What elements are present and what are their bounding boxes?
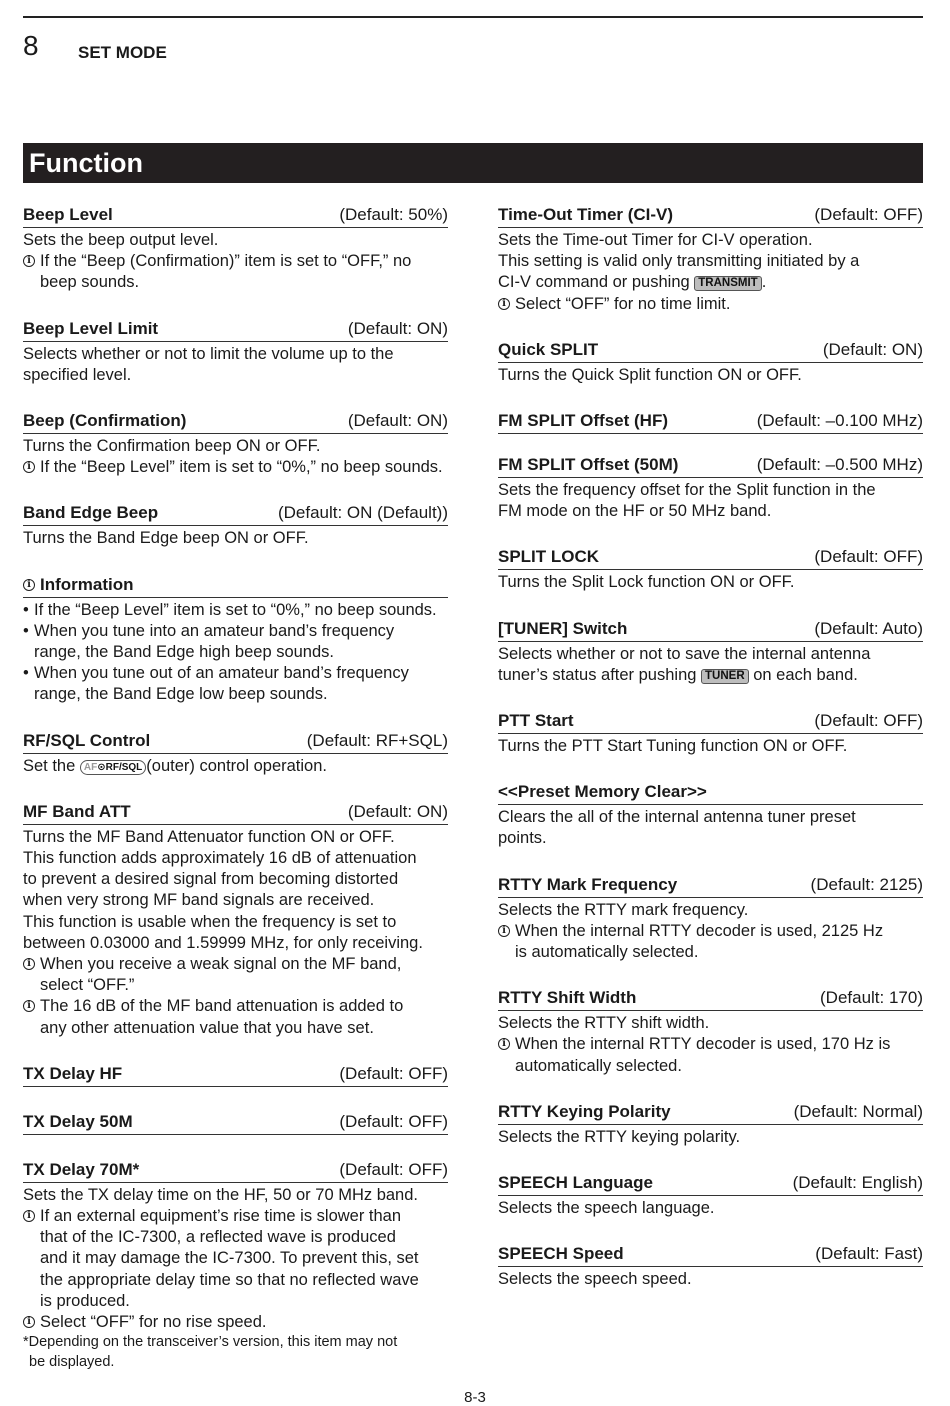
- note-line: When the internal RTTY decoder is used, 170 Hz is: [515, 1035, 891, 1054]
- setting-description: [23, 436, 448, 478]
- setting-header: [498, 339, 923, 363]
- chapter-title: SET MODE: [78, 43, 167, 62]
- desc-line: Clears the all of the internal antenna tuner preset: [498, 808, 856, 827]
- right-column: [498, 204, 923, 1314]
- setting-description: [498, 1127, 923, 1148]
- desc-line: to prevent a desired signal from becoming distorted: [23, 870, 399, 889]
- footnote-line: be displayed.: [29, 1353, 115, 1370]
- note-line: If an external equipment’s rise time is slower than: [40, 1207, 402, 1226]
- note-line: If the “Beep (Confirmation)” item is set to “OFF,” no: [40, 252, 412, 271]
- setting-description: [498, 736, 923, 757]
- setting-default: (Default: OFF): [339, 1063, 448, 1083]
- setting-description: [23, 756, 448, 777]
- desc-line: Sets the Time-out Timer for CI-V operation.: [498, 231, 813, 249]
- setting-description: [498, 807, 923, 849]
- setting-description: [498, 572, 923, 593]
- left-column: [23, 204, 448, 1396]
- setting-header: [498, 874, 923, 898]
- setting-title: Quick SPLIT: [498, 339, 599, 359]
- info-note: [498, 294, 923, 315]
- setting-default: (Default: OFF): [814, 205, 923, 224]
- desc-line: Sets the TX delay time on the HF, 50 or 70 MHz band.: [23, 1185, 418, 1204]
- setting-title: RTTY Keying Polarity: [498, 1101, 671, 1121]
- setting-speech-language: [498, 1172, 923, 1219]
- desc-line: Selects whether or not to save the internal antenna: [498, 644, 871, 663]
- page-number: 8-3: [464, 1389, 486, 1406]
- info-icon: [498, 925, 510, 937]
- info-note: [23, 996, 448, 1038]
- note-line: Select “OFF” for no rise speed.: [40, 1313, 267, 1332]
- list-line: When you tune out of an amateur band’s frequency: [34, 664, 409, 683]
- info-note: [498, 1034, 923, 1076]
- knob-label: RF/SQL: [105, 761, 143, 773]
- setting-speech-speed: [498, 1243, 923, 1290]
- setting-default: (Default: –0.100 MHz): [756, 411, 923, 431]
- info-icon: [23, 958, 35, 970]
- desc-line: Turns the Confirmation beep ON or OFF.: [23, 437, 321, 456]
- setting-default: (Default: English): [792, 1173, 923, 1193]
- desc-text: (outer) control operation.: [146, 756, 327, 775]
- setting-title: Beep (Confirmation): [23, 411, 187, 431]
- note-line: is produced.: [40, 1291, 130, 1310]
- setting-default: (Default: RF+SQL): [306, 730, 448, 750]
- setting-description: [498, 900, 923, 964]
- info-icon: [23, 1316, 35, 1328]
- desc-text: .: [761, 273, 767, 292]
- setting-header: [23, 1063, 448, 1087]
- setting-header: [23, 410, 448, 434]
- desc-line: This function adds approximately 16 dB of attenuation: [23, 849, 417, 868]
- setting-header: [23, 502, 448, 526]
- info-note: [23, 457, 448, 478]
- setting-tx-delay-70m: [23, 1159, 448, 1372]
- information-list: [23, 600, 448, 706]
- setting-description: [23, 827, 448, 1039]
- setting-header: [498, 1243, 923, 1267]
- desc-line: FM mode on the HF or 50 MHz band.: [498, 502, 772, 521]
- setting-title: RTTY Mark Frequency: [498, 874, 678, 894]
- setting-mf-band-att: [23, 801, 448, 1039]
- setting-title: Band Edge Beep: [23, 503, 159, 523]
- setting-header: [23, 1111, 448, 1135]
- setting-tuner-switch: [498, 618, 923, 686]
- desc-line: when very strong MF band signals are received.: [23, 891, 375, 910]
- setting-default: (Default: OFF): [339, 1111, 448, 1131]
- setting-title: Time-Out Timer (CI-V): [498, 205, 674, 224]
- setting-title: SPEECH Speed: [498, 1244, 624, 1264]
- setting-tx-delay-50m: [23, 1111, 448, 1135]
- desc-line: Selects the speech language.: [498, 1199, 715, 1218]
- desc-line: points.: [498, 829, 547, 848]
- setting-title: RTTY Shift Width: [498, 988, 637, 1008]
- note-line: select “OFF.”: [40, 976, 135, 995]
- info-icon: [23, 461, 35, 473]
- note-line: any other attenuation value that you have set.: [40, 1018, 374, 1037]
- info-note: [23, 1206, 448, 1312]
- setting-title: [TUNER] Switch: [498, 618, 628, 638]
- setting-beep-level-limit: [23, 318, 448, 386]
- setting-beep-level: [23, 204, 448, 294]
- note-line: When the internal RTTY decoder is used, 2125 Hz: [515, 921, 884, 940]
- setting-quick-split: [498, 339, 923, 386]
- setting-description: [23, 1185, 448, 1333]
- setting-header: [498, 710, 923, 734]
- setting-beep-confirmation: [23, 410, 448, 478]
- desc-line: Turns the PTT Start Tuning function ON or OFF.: [498, 737, 848, 756]
- header-rule: [23, 16, 923, 18]
- list-item: [23, 663, 448, 705]
- desc-line: Selects the RTTY shift width.: [498, 1014, 710, 1033]
- info-note: [498, 921, 923, 963]
- setting-description: [498, 365, 923, 386]
- setting-header: [498, 1101, 923, 1125]
- desc-line: between 0.03000 and 1.59999 MHz, for only receiving.: [23, 933, 423, 952]
- note-line: automatically selected.: [515, 1056, 682, 1075]
- tuner-key-icon: TUNER: [701, 669, 749, 684]
- setting-title: Beep Level Limit: [23, 318, 159, 338]
- list-item: • If the “Beep Level” item is set to “0%,” no beep sounds.: [23, 600, 448, 621]
- transmit-key-icon: TRANSMIT: [694, 276, 761, 291]
- setting-default: (Default: OFF): [339, 1159, 448, 1179]
- setting-title: FM SPLIT Offset (50M): [498, 455, 679, 475]
- setting-title: MF Band ATT: [23, 801, 131, 821]
- note-line: The 16 dB of the MF band attenuation is added to: [40, 997, 404, 1016]
- note-line: is automatically selected.: [515, 943, 699, 962]
- note-line: and it may damage the IC-7300. To prevent this, set: [40, 1249, 419, 1268]
- info-note: [23, 251, 448, 293]
- setting-description: [498, 230, 923, 315]
- note-line: Select “OFF” for no time limit.: [515, 294, 731, 313]
- setting-header: [498, 1172, 923, 1196]
- info-icon: [498, 298, 510, 310]
- desc-line: specified level.: [23, 365, 132, 384]
- note-line: beep sounds.: [40, 273, 140, 292]
- setting-default: (Default: OFF): [814, 711, 923, 731]
- desc-line: Selects whether or not to limit the volume up to the: [23, 344, 394, 363]
- setting-title: PTT Start: [498, 711, 574, 731]
- setting-default: (Default: ON): [347, 318, 448, 338]
- setting-default: (Default: 2125): [810, 874, 923, 894]
- note-line: If the “Beep Level” item is set to “0%,” no beep sounds.: [40, 458, 443, 477]
- setting-description: [498, 480, 923, 522]
- desc-line: Sets the beep output level.: [23, 231, 219, 249]
- setting-default: (Default: ON): [822, 339, 923, 359]
- setting-tx-delay-hf: [23, 1063, 448, 1087]
- setting-header: [498, 618, 923, 642]
- section-title-banner: Function: [23, 143, 923, 183]
- setting-rtty-mark-frequency: [498, 874, 923, 964]
- setting-default: (Default: –0.500 MHz): [756, 455, 923, 475]
- setting-header: [498, 410, 923, 434]
- desc-line: Selects the RTTY keying polarity.: [498, 1127, 741, 1146]
- setting-description: [498, 644, 923, 686]
- info-icon: [498, 1038, 510, 1050]
- setting-rtty-keying-polarity: [498, 1101, 923, 1148]
- list-line: When you tune into an amateur band’s frequency: [34, 621, 395, 640]
- setting-header: [23, 730, 448, 754]
- info-icon: [23, 1000, 35, 1012]
- setting-default: (Default: 50%): [339, 205, 448, 224]
- setting-split-lock: [498, 546, 923, 593]
- setting-default: (Default: ON): [347, 801, 448, 821]
- note-line: the appropriate delay time so that no reflected wave: [40, 1270, 419, 1289]
- information-box: [23, 574, 448, 706]
- setting-header: [23, 204, 448, 228]
- setting-description: [23, 230, 448, 294]
- setting-header: [498, 781, 923, 805]
- footnote: [23, 1333, 448, 1372]
- setting-fm-split-offset-hf: [498, 410, 923, 434]
- knob-af-label: AF: [83, 761, 98, 773]
- setting-header: [498, 546, 923, 570]
- setting-title: TX Delay HF: [23, 1063, 123, 1083]
- setting-default: (Default: Normal): [793, 1101, 923, 1121]
- setting-timeout-timer: [498, 204, 923, 315]
- note-line: When you receive a weak signal on the MF band,: [40, 955, 402, 974]
- setting-description: [23, 344, 448, 386]
- desc-text: Set the: [23, 756, 76, 775]
- setting-title: <<Preset Memory Clear>>: [498, 782, 707, 802]
- setting-header: [498, 987, 923, 1011]
- note-line: that of the IC-7300, a reflected wave is produced: [40, 1228, 396, 1247]
- desc-line: This setting is valid only transmitting initiated by a: [498, 252, 860, 271]
- list-line: range, the Band Edge low beep sounds.: [34, 685, 328, 704]
- info-icon: [23, 579, 35, 591]
- setting-header: [498, 454, 923, 478]
- setting-title: SPEECH Language: [498, 1173, 653, 1193]
- af-rf-sql-knob-icon: [80, 760, 146, 775]
- information-title: Information: [40, 574, 134, 594]
- setting-title: SPLIT LOCK: [498, 547, 600, 567]
- setting-default: (Default: ON): [347, 411, 448, 431]
- setting-ptt-start: [498, 710, 923, 757]
- info-note: [23, 954, 448, 996]
- setting-band-edge-beep: [23, 502, 448, 549]
- setting-title: Beep Level: [23, 205, 113, 224]
- info-note: [23, 1312, 448, 1333]
- desc-line: [498, 665, 923, 686]
- setting-description: [498, 1198, 923, 1219]
- setting-title: FM SPLIT Offset (HF): [498, 411, 668, 431]
- list-line: range, the Band Edge high beep sounds.: [34, 643, 334, 662]
- setting-title: TX Delay 70M*: [23, 1159, 140, 1179]
- desc-text: CI-V command or pushing: [498, 273, 690, 292]
- setting-title: TX Delay 50M: [23, 1111, 133, 1131]
- setting-fm-split-offset-50m: [498, 454, 923, 522]
- setting-default: (Default: Fast): [815, 1244, 923, 1264]
- setting-description: [23, 528, 448, 549]
- desc-line: This function is usable when the frequency is set to: [23, 912, 397, 931]
- setting-header: [23, 801, 448, 825]
- desc-text: on each band.: [753, 665, 858, 684]
- knob-arrow: ⊙: [97, 761, 106, 773]
- desc-line: Sets the frequency offset for the Split function in the: [498, 481, 876, 500]
- info-icon: [23, 255, 35, 267]
- setting-rf-sql-control: [23, 730, 448, 777]
- setting-description: [498, 1269, 923, 1290]
- desc-line: Turns the Band Edge beep ON or OFF.: [23, 529, 309, 548]
- setting-description: [498, 1013, 923, 1077]
- desc-line: Turns the Quick Split function ON or OFF.: [498, 365, 802, 384]
- desc-text: tuner’s status after pushing: [498, 665, 697, 684]
- desc-line: [498, 272, 923, 293]
- setting-header: [23, 1159, 448, 1183]
- footnote-line: *Depending on the transceiver’s version, this item may not: [23, 1334, 398, 1351]
- setting-header: [23, 318, 448, 342]
- setting-preset-memory-clear: [498, 781, 923, 849]
- setting-title: RF/SQL Control: [23, 730, 151, 750]
- desc-line: Turns the MF Band Attenuator function ON or OFF.: [23, 827, 395, 846]
- desc-line: Turns the Split Lock function ON or OFF.: [498, 573, 795, 592]
- setting-default: (Default: Auto): [814, 618, 923, 638]
- chapter-number: 8: [23, 30, 39, 61]
- setting-rtty-shift-width: [498, 987, 923, 1077]
- setting-default: (Default: 170): [820, 988, 923, 1008]
- info-icon: [23, 1210, 35, 1222]
- setting-default: (Default: OFF): [814, 547, 923, 567]
- setting-default: (Default: ON (Default)): [277, 503, 448, 523]
- setting-header: [498, 204, 923, 228]
- desc-line: Selects the speech speed.: [498, 1270, 692, 1289]
- list-item: [23, 621, 448, 663]
- information-header: [23, 574, 448, 598]
- desc-line: Selects the RTTY mark frequency.: [498, 900, 749, 919]
